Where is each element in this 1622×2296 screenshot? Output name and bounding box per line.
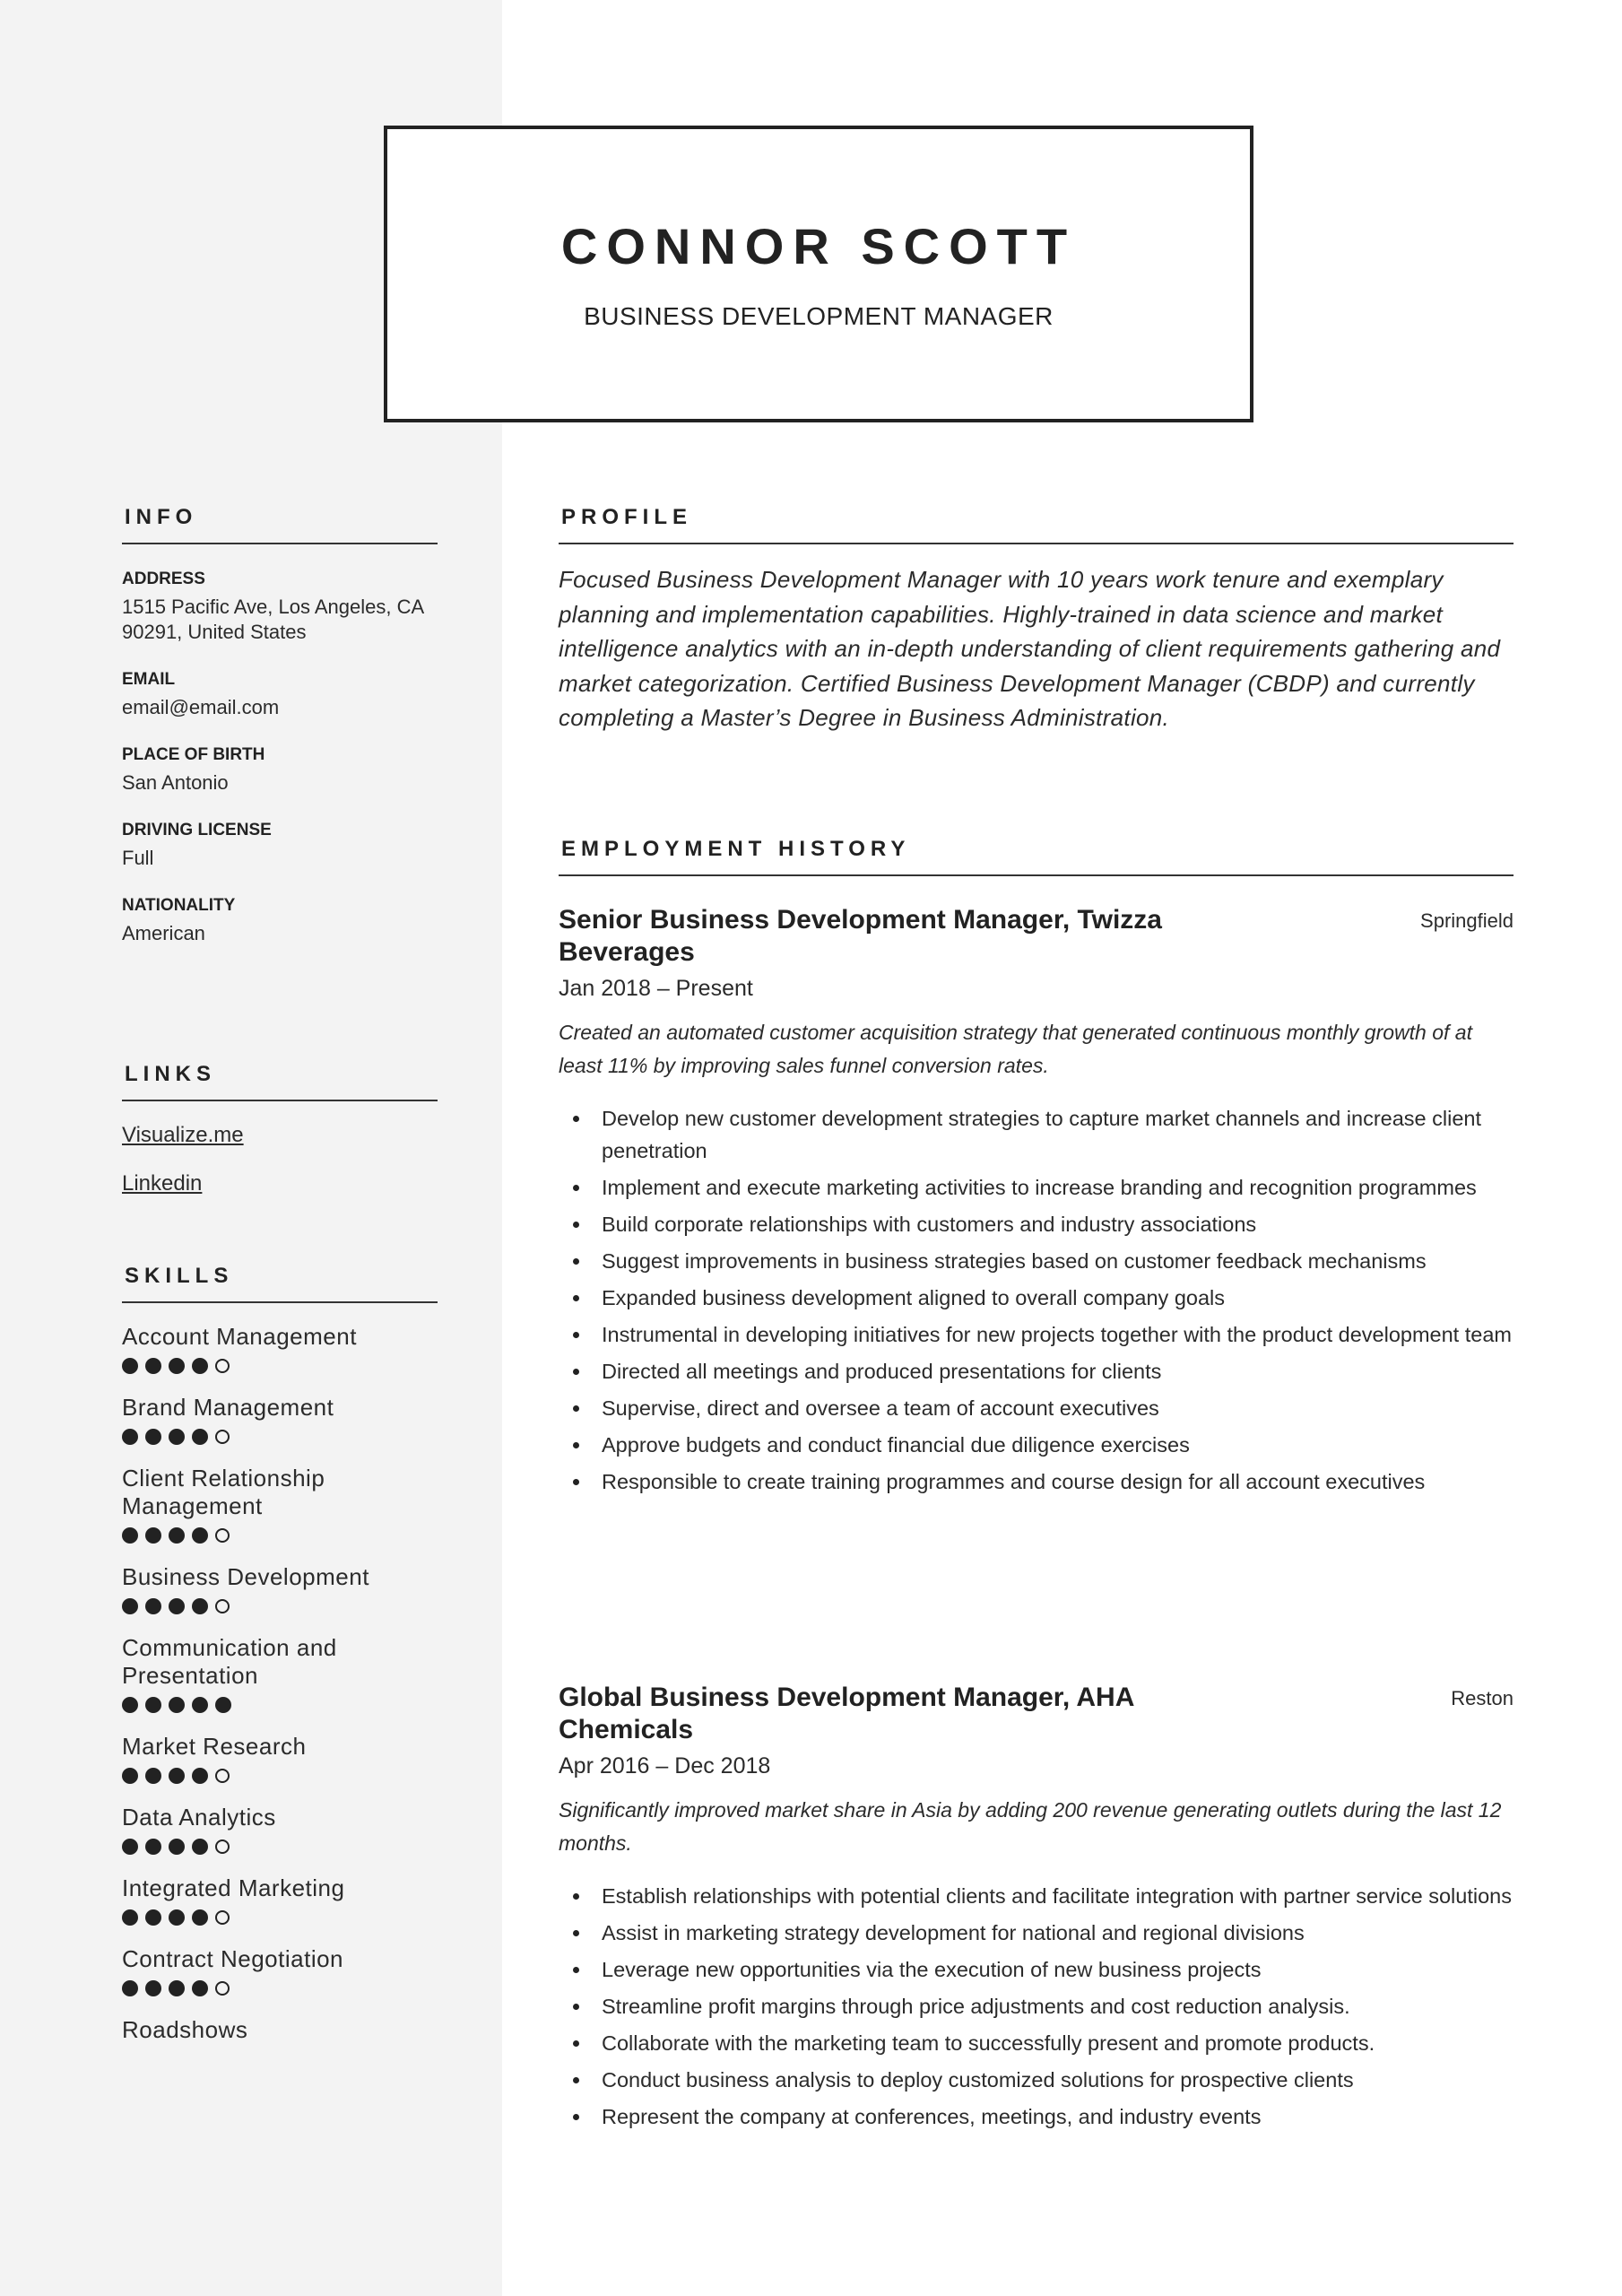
rating-dot-filled-icon — [145, 1598, 161, 1614]
rating-dot-filled-icon — [192, 1598, 208, 1614]
profile-text: Focused Business Development Manager with 10 years work tenure and exemplary planning and implementation capabilities. Highly-trained in data science and market intelligence analytics with an in-depth understanding of client requirements gathering and market categorization. Certified Business Development Manager (CBDP) and currently completing a Master’s Degree in Business Administration. — [559, 566, 1501, 732]
rating-dot-filled-icon — [169, 1697, 185, 1713]
job-header — [559, 904, 1514, 969]
info-item — [122, 896, 438, 946]
skill-rating — [122, 1527, 438, 1544]
link-linkedin[interactable]: Linkedin — [122, 1171, 203, 1196]
job-bullet: Directed all meetings and produced presentations for clients — [559, 1355, 1514, 1387]
info-label: EMAIL — [122, 670, 176, 689]
skill-item — [122, 1733, 438, 1784]
rating-dot-filled-icon — [122, 1768, 138, 1784]
rating-dot-filled-icon — [122, 1839, 138, 1855]
rating-dot-filled-icon — [215, 1697, 231, 1713]
skill-rating — [122, 1909, 438, 1926]
profile-heading: PROFILE — [559, 505, 1514, 544]
rating-dot-filled-icon — [145, 1980, 161, 1996]
skill-rating — [122, 1429, 438, 1445]
rating-dot-filled-icon — [145, 1358, 161, 1374]
skill-item — [122, 1945, 438, 1996]
skill-rating — [122, 1697, 438, 1713]
rating-dot-filled-icon — [169, 1909, 185, 1926]
rating-dot-filled-icon — [192, 1358, 208, 1374]
job-bullet: Establish relationships with potential clients and facilitate integration with partner service solutions — [559, 1880, 1514, 1912]
skill-name: Communication and Presentation — [122, 1634, 337, 1689]
rating-dot-filled-icon — [145, 1839, 161, 1855]
rating-dot-filled-icon — [192, 1527, 208, 1544]
rating-dot-filled-icon — [145, 1697, 161, 1713]
job-bullet: Responsible to create training programmes and course design for all account executives — [559, 1465, 1514, 1498]
skills-heading: SKILLS — [122, 1264, 438, 1303]
skill-name: Account Management — [122, 1323, 357, 1350]
skill-name: Market Research — [122, 1733, 307, 1760]
job-bullet: Conduct business analysis to deploy customized solutions for prospective clients — [559, 2064, 1514, 2096]
rating-dot-filled-icon — [145, 1527, 161, 1544]
job-dates: Apr 2016 – Dec 2018 — [559, 1753, 771, 1779]
rating-dot-filled-icon — [122, 1598, 138, 1614]
rating-dot-empty-icon — [215, 1839, 230, 1854]
job-dates: Jan 2018 – Present — [559, 976, 753, 1001]
rating-dot-filled-icon — [122, 1980, 138, 1996]
skill-item — [122, 1394, 438, 1445]
skill-rating — [122, 1598, 438, 1614]
profile-section — [559, 505, 1514, 735]
info-value: American — [122, 922, 205, 944]
job-bullet: Expanded business development aligned to overall company goals — [559, 1282, 1514, 1314]
skill-name: Integrated Marketing — [122, 1874, 345, 1901]
skill-rating — [122, 1839, 438, 1855]
job-bullet: Develop new customer development strategies to capture market channels and increase client penetration — [559, 1102, 1514, 1167]
rating-dot-empty-icon — [215, 1981, 230, 1996]
info-section — [122, 505, 438, 946]
link-visualize-me[interactable]: Visualize.me — [122, 1123, 244, 1147]
job-bullet: Suggest improvements in business strategies based on customer feedback mechanisms — [559, 1245, 1514, 1277]
info-value: Full — [122, 847, 154, 869]
skill-rating — [122, 1768, 438, 1784]
job-entry — [559, 904, 1514, 1502]
job-bullet: Streamline profit margins through price adjustments and cost reduction analysis. — [559, 1990, 1514, 2022]
employment-section — [559, 837, 1514, 876]
job-title: Senior Business Development Manager, Twizza Beverages — [559, 905, 1162, 967]
skill-item — [122, 1804, 438, 1855]
job-bullet: Represent the company at conferences, meetings, and industry events — [559, 2100, 1514, 2133]
info-heading: INFO — [122, 505, 438, 544]
skill-item — [122, 1465, 438, 1544]
rating-dot-filled-icon — [145, 1429, 161, 1445]
rating-dot-filled-icon — [169, 1768, 185, 1784]
skill-rating — [122, 1980, 438, 1996]
rating-dot-filled-icon — [169, 1980, 185, 1996]
skill-name: Data Analytics — [122, 1804, 276, 1831]
rating-dot-empty-icon — [215, 1769, 230, 1783]
rating-dot-empty-icon — [215, 1599, 230, 1613]
rating-dot-empty-icon — [215, 1528, 230, 1543]
rating-dot-filled-icon — [169, 1527, 185, 1544]
skill-item — [122, 2016, 438, 2044]
skill-name: Business Development — [122, 1563, 369, 1590]
job-summary: Significantly improved market share in Asia by adding 200 revenue generating outlets during the last 12 months. — [559, 1798, 1502, 1855]
rating-dot-filled-icon — [169, 1429, 185, 1445]
skill-name: Roadshows — [122, 2016, 248, 2043]
rating-dot-filled-icon — [169, 1358, 185, 1374]
job-bullet: Collaborate with the marketing team to successfully present and promote products. — [559, 2027, 1514, 2059]
job-bullet: Assist in marketing strategy development for national and regional divisions — [559, 1917, 1514, 1949]
job-city: Springfield — [1420, 909, 1514, 932]
job-bullet: Implement and execute marketing activities to increase branding and recognition programmes — [559, 1171, 1514, 1204]
rating-dot-empty-icon — [215, 1430, 230, 1444]
skill-item — [122, 1874, 438, 1926]
info-item — [122, 670, 438, 720]
job-bullet: Supervise, direct and oversee a team of account executives — [559, 1392, 1514, 1424]
info-item — [122, 570, 438, 645]
info-label: ADDRESS — [122, 570, 205, 588]
rating-dot-empty-icon — [215, 1359, 230, 1373]
links-heading: LINKS — [122, 1062, 438, 1101]
job-header — [559, 1682, 1514, 1746]
job-bullet: Approve budgets and conduct financial due diligence exercises — [559, 1429, 1514, 1461]
rating-dot-filled-icon — [192, 1839, 208, 1855]
info-label: PLACE OF BIRTH — [122, 745, 265, 764]
rating-dot-filled-icon — [145, 1768, 161, 1784]
job-bullets — [559, 1880, 1514, 2133]
skill-name: Contract Negotiation — [122, 1945, 344, 1972]
rating-dot-filled-icon — [192, 1768, 208, 1784]
links-section — [122, 1062, 438, 1196]
skill-name: Brand Management — [122, 1394, 334, 1421]
info-item — [122, 821, 438, 871]
info-value: email@email.com — [122, 696, 280, 718]
rating-dot-filled-icon — [192, 1909, 208, 1926]
candidate-name: CONNOR SCOTT — [560, 218, 1077, 274]
info-label: NATIONALITY — [122, 896, 236, 915]
info-item — [122, 745, 438, 796]
rating-dot-filled-icon — [169, 1598, 185, 1614]
rating-dot-filled-icon — [145, 1909, 161, 1926]
rating-dot-filled-icon — [122, 1697, 138, 1713]
rating-dot-filled-icon — [192, 1980, 208, 1996]
name-header-box — [384, 126, 1253, 422]
skill-item — [122, 1323, 438, 1374]
info-value: 1515 Pacific Ave, Los Angeles, CA 90291, United States — [122, 596, 423, 643]
job-summary: Created an automated customer acquisition strategy that generated continuous monthly growth of at least 11% by improving sales funnel conversion rates. — [559, 1021, 1472, 1077]
rating-dot-filled-icon — [122, 1358, 138, 1374]
job-bullets — [559, 1102, 1514, 1498]
candidate-role: BUSINESS DEVELOPMENT MANAGER — [584, 302, 1054, 330]
info-label: DRIVING LICENSE — [122, 821, 272, 839]
skill-item — [122, 1634, 438, 1713]
job-bullet: Instrumental in developing initiatives for new projects together with the product development team — [559, 1318, 1514, 1351]
employment-heading: EMPLOYMENT HISTORY — [559, 837, 1514, 876]
rating-dot-filled-icon — [192, 1697, 208, 1713]
job-entry — [559, 1682, 1514, 2137]
rating-dot-empty-icon — [215, 1910, 230, 1925]
rating-dot-filled-icon — [192, 1429, 208, 1445]
info-value: San Antonio — [122, 771, 229, 794]
skills-section — [122, 1264, 438, 2044]
job-city: Reston — [1451, 1687, 1514, 1709]
skill-item — [122, 1563, 438, 1614]
rating-dot-filled-icon — [169, 1839, 185, 1855]
rating-dot-filled-icon — [122, 1909, 138, 1926]
rating-dot-filled-icon — [122, 1527, 138, 1544]
skill-name: Client Relationship Management — [122, 1465, 325, 1519]
rating-dot-filled-icon — [122, 1429, 138, 1445]
job-bullet: Build corporate relationships with customers and industry associations — [559, 1208, 1514, 1240]
job-bullet: Leverage new opportunities via the execution of new business projects — [559, 1953, 1514, 1986]
job-title: Global Business Development Manager, AHA Chemicals — [559, 1683, 1134, 1744]
skill-rating — [122, 1358, 438, 1374]
